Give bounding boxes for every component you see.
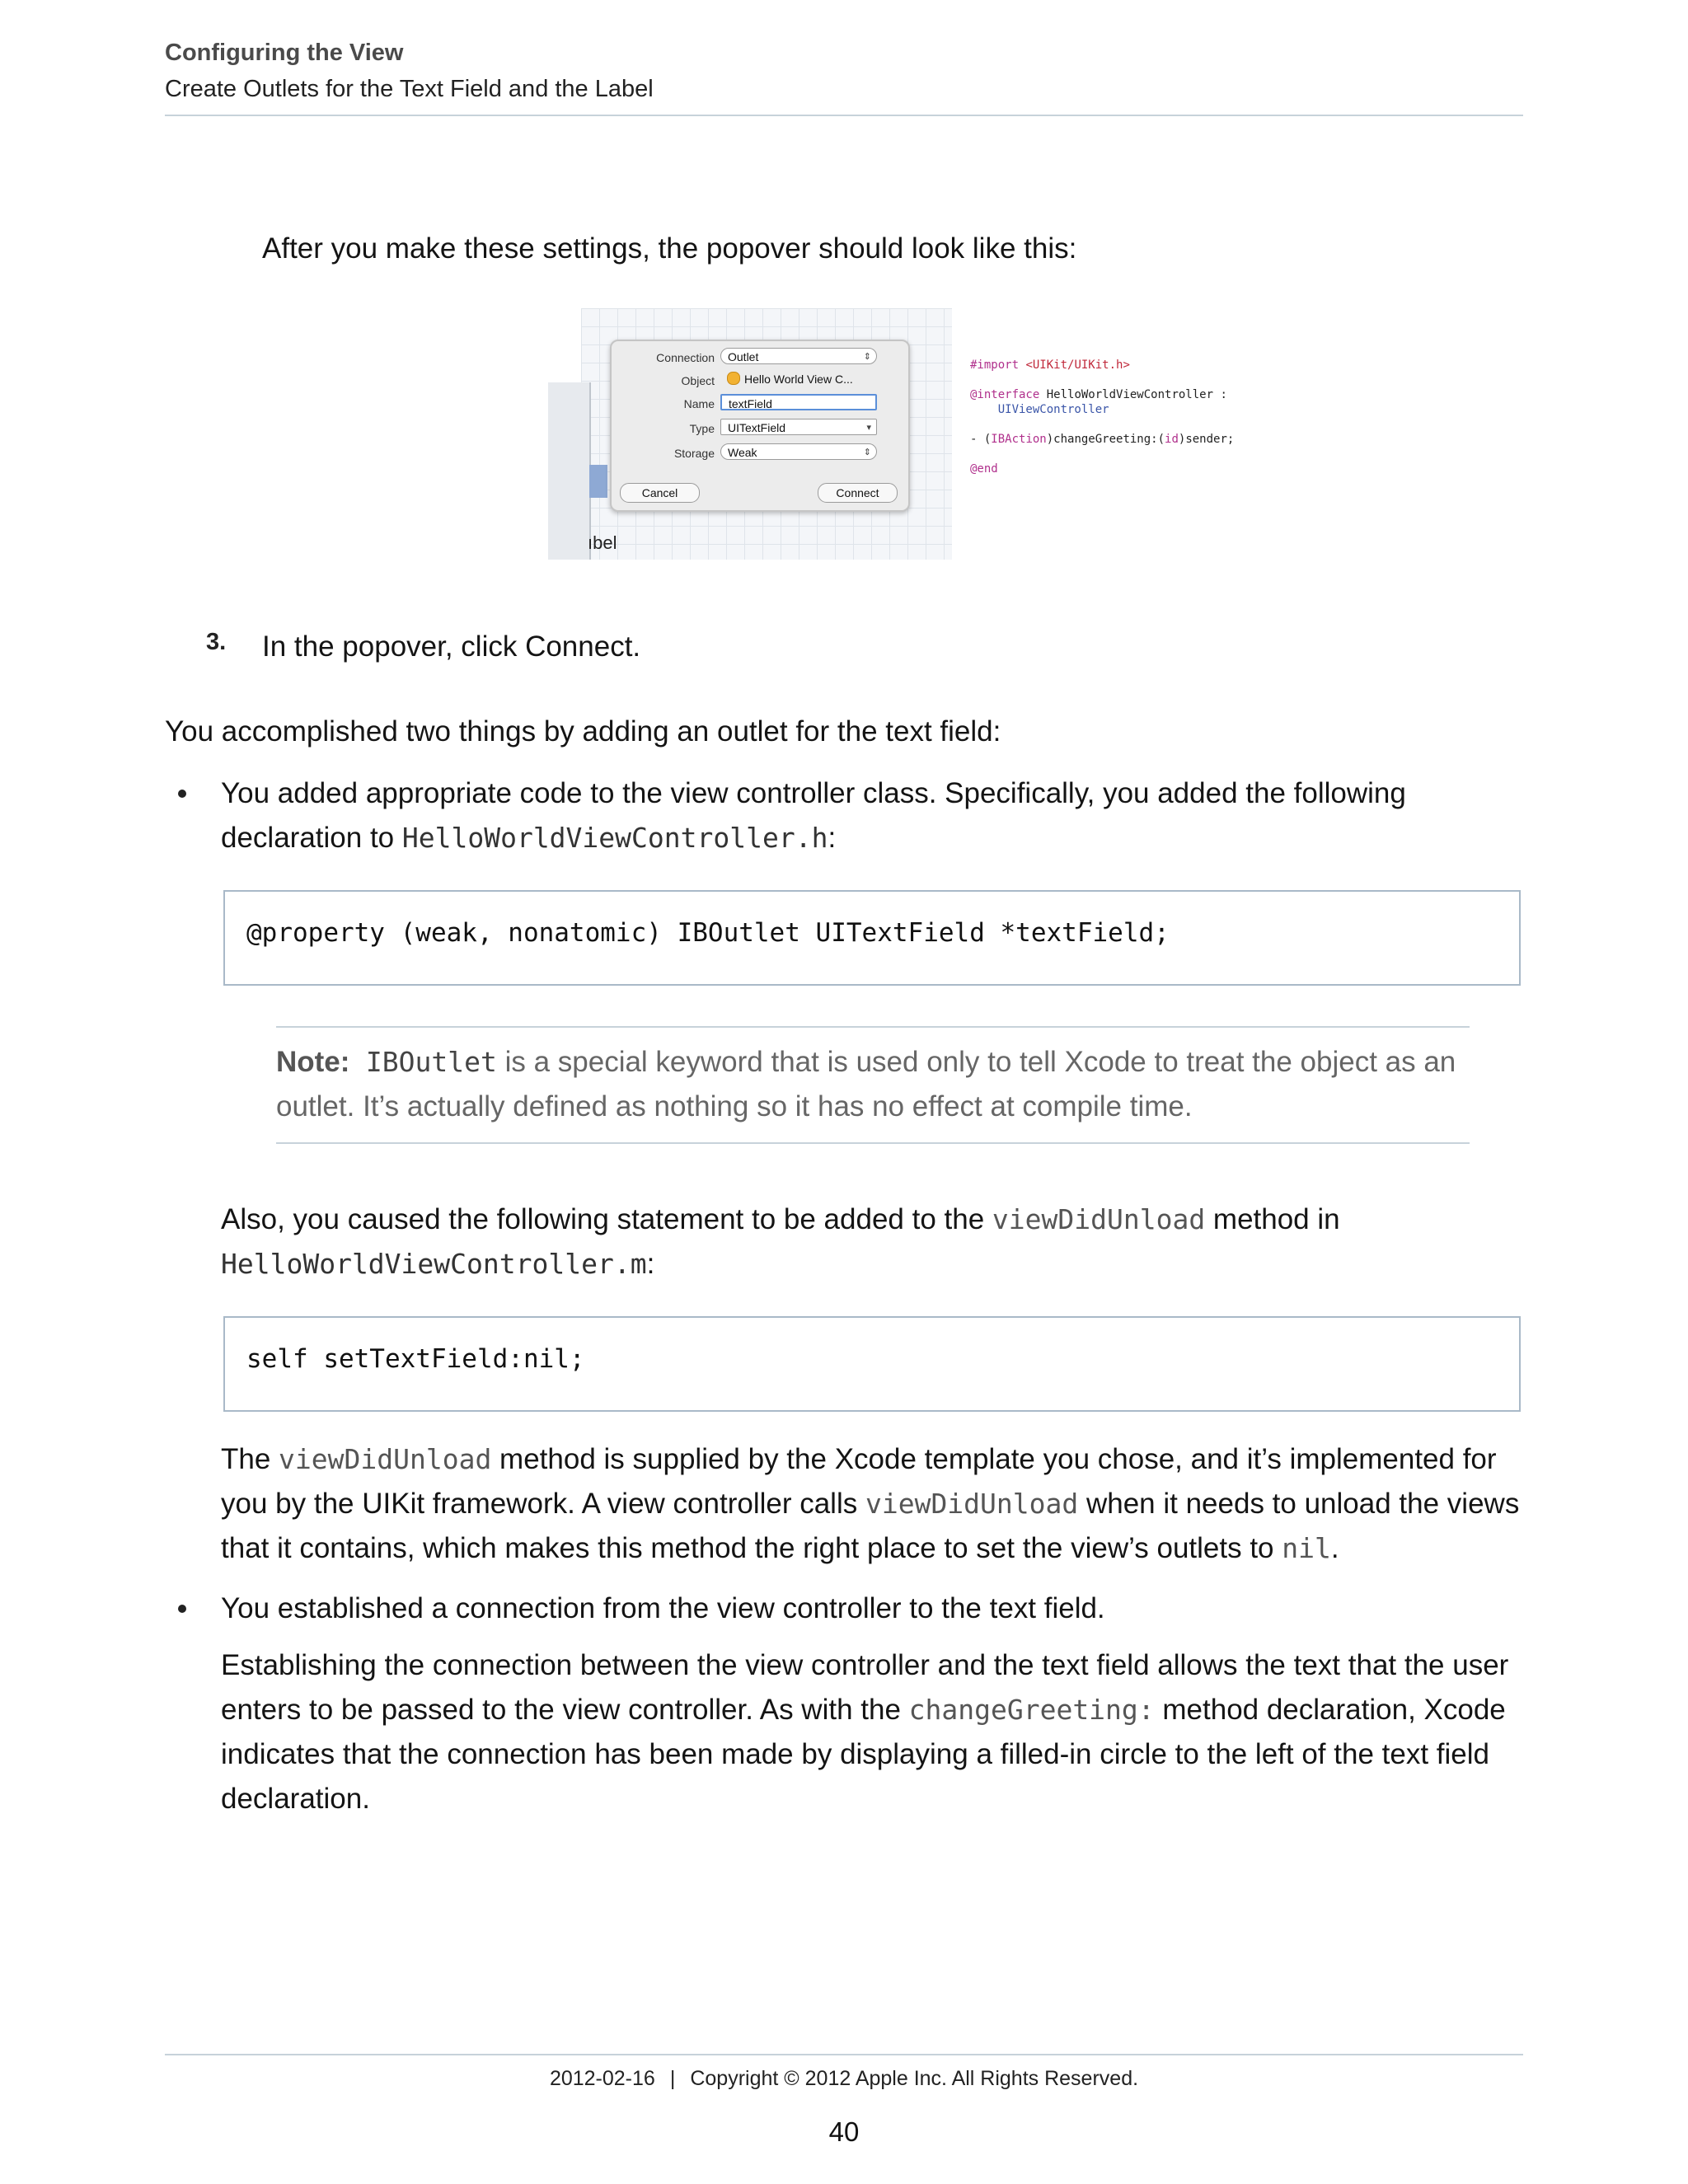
bullet-icon	[178, 1605, 186, 1613]
keyword: IBOutlet	[365, 1046, 497, 1078]
text-run: :	[646, 1248, 655, 1280]
note-divider	[276, 1026, 1470, 1028]
text-run: method in	[1205, 1203, 1340, 1235]
bullet-paragraph	[221, 771, 1531, 860]
storage-row	[612, 443, 908, 465]
code-token: - (	[970, 433, 992, 446]
text-run: Establishing the connection between the view controller and the text field allows the text that the user enters to be passed to the view controller. As with the	[221, 1649, 1509, 1726]
object-row	[612, 371, 908, 392]
note-label: Note:	[276, 1046, 350, 1078]
text-run: :	[828, 822, 837, 854]
bullet-paragraph: You established a connection from the view controller to the text field.	[221, 1592, 1105, 1624]
code-token: @interface	[970, 388, 1040, 401]
establishing-paragraph	[221, 1643, 1531, 1821]
intro-paragraph: After you make these settings, the popover should look like this:	[262, 232, 1077, 265]
code-token: <UIKit/UIKit.h>	[1025, 359, 1130, 372]
header-divider	[165, 115, 1523, 116]
code-token: )changeGreeting:(	[1046, 433, 1165, 446]
canvas-strip	[548, 382, 591, 560]
code-line: self setTextField:nil;	[246, 1344, 585, 1374]
note-divider	[276, 1142, 1470, 1144]
section-title: Configuring the View	[165, 40, 404, 66]
selection-highlight	[589, 465, 607, 498]
connection-row	[612, 348, 908, 369]
canvas-label: ıbel	[588, 532, 617, 553]
text-run: Also, you caused the following statement to be added to the	[221, 1203, 992, 1235]
step-number: 3.	[206, 629, 227, 655]
connection-select[interactable]: Outlet ⇕	[720, 348, 877, 364]
cancel-button[interactable]: Cancel	[620, 483, 700, 503]
popover-screenshot	[548, 308, 1240, 560]
footer	[0, 2067, 1688, 2091]
code-token: @end	[970, 462, 998, 476]
footer-copyright: Copyright © 2012 Apple Inc. All Rights Reserved.	[690, 2067, 1139, 2090]
code-token: IBAction	[991, 433, 1047, 446]
code-line: @property (weak, nonatomic) IBOutlet UITextField *textField;	[246, 918, 1170, 948]
viewdidunload-paragraph	[221, 1437, 1531, 1571]
object-label: Object	[681, 374, 715, 387]
filename: HelloWorldViewController.h	[401, 822, 828, 854]
footer-date: 2012-02-16	[549, 2067, 655, 2090]
footer-separator: |	[669, 2067, 676, 2090]
note-box	[276, 1040, 1470, 1129]
type-combo[interactable]: UITextField ▾	[720, 419, 877, 435]
connection-popover	[610, 340, 910, 512]
text-run: method is supplied by the Xcode template you chose, and it’s implemented for you by the UIKit framework. A view controller calls	[221, 1443, 1497, 1520]
method-name: viewDidUnload	[992, 1203, 1206, 1235]
text-run: The	[221, 1443, 279, 1475]
page-number: 40	[828, 2116, 860, 2147]
header-code-snippet	[970, 358, 1234, 476]
type-label: Type	[689, 422, 715, 435]
text-run: when it needs to unload the views that it contains, which makes this method the right place to set the view’s outlets to	[221, 1488, 1520, 1564]
text-run: .	[1330, 1532, 1339, 1564]
name-label: Name	[683, 397, 715, 410]
accomplished-paragraph: You accomplished two things by adding an outlet for the text field:	[165, 715, 1001, 748]
text-run: You added appropriate code to the view controller class. Specifically, you added the following declaration to	[221, 777, 1406, 854]
method-name: changeGreeting:	[908, 1694, 1155, 1726]
step-text: In the popover, click Connect.	[262, 630, 641, 663]
method-name: viewDidUnload	[279, 1443, 492, 1475]
subsection-title: Create Outlets for the Text Field and the Label	[165, 76, 654, 102]
name-input[interactable]: textField	[720, 394, 877, 410]
connect-button[interactable]: Connect	[818, 483, 898, 503]
connection-label: Connection	[656, 351, 715, 364]
storage-label: Storage	[673, 447, 715, 460]
also-paragraph	[221, 1197, 1531, 1286]
method-name: nil	[1282, 1532, 1331, 1564]
code-token: )sender;	[1178, 433, 1235, 446]
note-text: is a special keyword that is used only to tell Xcode to treat the object as an outlet. It’s actually defined as nothing so it has no effect at compile time.	[276, 1046, 1456, 1122]
view-controller-icon	[727, 372, 740, 385]
type-row	[612, 419, 908, 440]
updown-icon: ⇕	[863, 352, 871, 362]
text-run: method declaration, Xcode indicates that the connection has been made by displaying a filled-in circle to the left of the text field declaration.	[221, 1694, 1506, 1815]
bullet-icon	[178, 790, 186, 798]
code-token: UIViewController	[997, 403, 1109, 416]
updown-icon: ⇕	[863, 448, 871, 457]
code-block	[223, 1316, 1521, 1412]
code-token: id	[1165, 433, 1179, 446]
object-value: Hello World View C...	[720, 371, 877, 387]
storage-select[interactable]: Weak ⇕	[720, 443, 877, 460]
method-name: viewDidUnload	[865, 1488, 1079, 1520]
code-token: HelloWorldViewController :	[1046, 388, 1227, 401]
name-row	[612, 394, 908, 415]
code-token: #import	[970, 359, 1020, 372]
chevron-down-icon: ▾	[866, 423, 871, 433]
filename: HelloWorldViewController.m	[221, 1248, 647, 1280]
footer-divider	[165, 2054, 1523, 2055]
code-block	[223, 890, 1521, 986]
